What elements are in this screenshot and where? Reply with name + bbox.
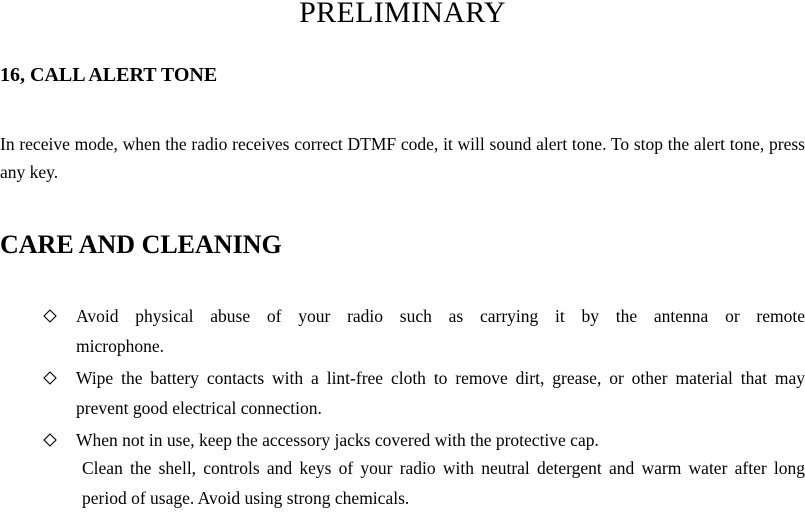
diamond-outline-icon (40, 301, 60, 331)
list-item (0, 425, 805, 455)
care-heading: CARE AND CLEANING (0, 230, 282, 259)
diamond-outline-icon (40, 363, 60, 393)
section-title: 16, CALL ALERT TONE (0, 64, 218, 86)
list-item-text: Wipe the battery contacts with a lint-free cloth to remove dirt, grease, or other material that may prevent good electrical connection. (76, 368, 805, 418)
list-item (0, 363, 805, 423)
list-item-text: When not in use, keep the accessory jacks covered with the protective cap. (76, 430, 599, 450)
diamond-outline-icon (40, 425, 60, 455)
list-item-text: Avoid physical abuse of your radio such as carrying it by the antenna or remote microphone. (76, 306, 805, 356)
continuation-paragraph: Clean the shell, controls and keys of your radio with neutral detergent and warm water after long period of usage. Avoid using strong chemicals. (82, 458, 805, 508)
page-header: PRELIMINARY (299, 0, 506, 29)
body-paragraph: In receive mode, when the radio receives correct DTMF code, it will sound alert tone. To stop the alert tone, press any key. (0, 134, 805, 182)
care-bullet-list (0, 301, 805, 457)
list-item (0, 301, 805, 361)
